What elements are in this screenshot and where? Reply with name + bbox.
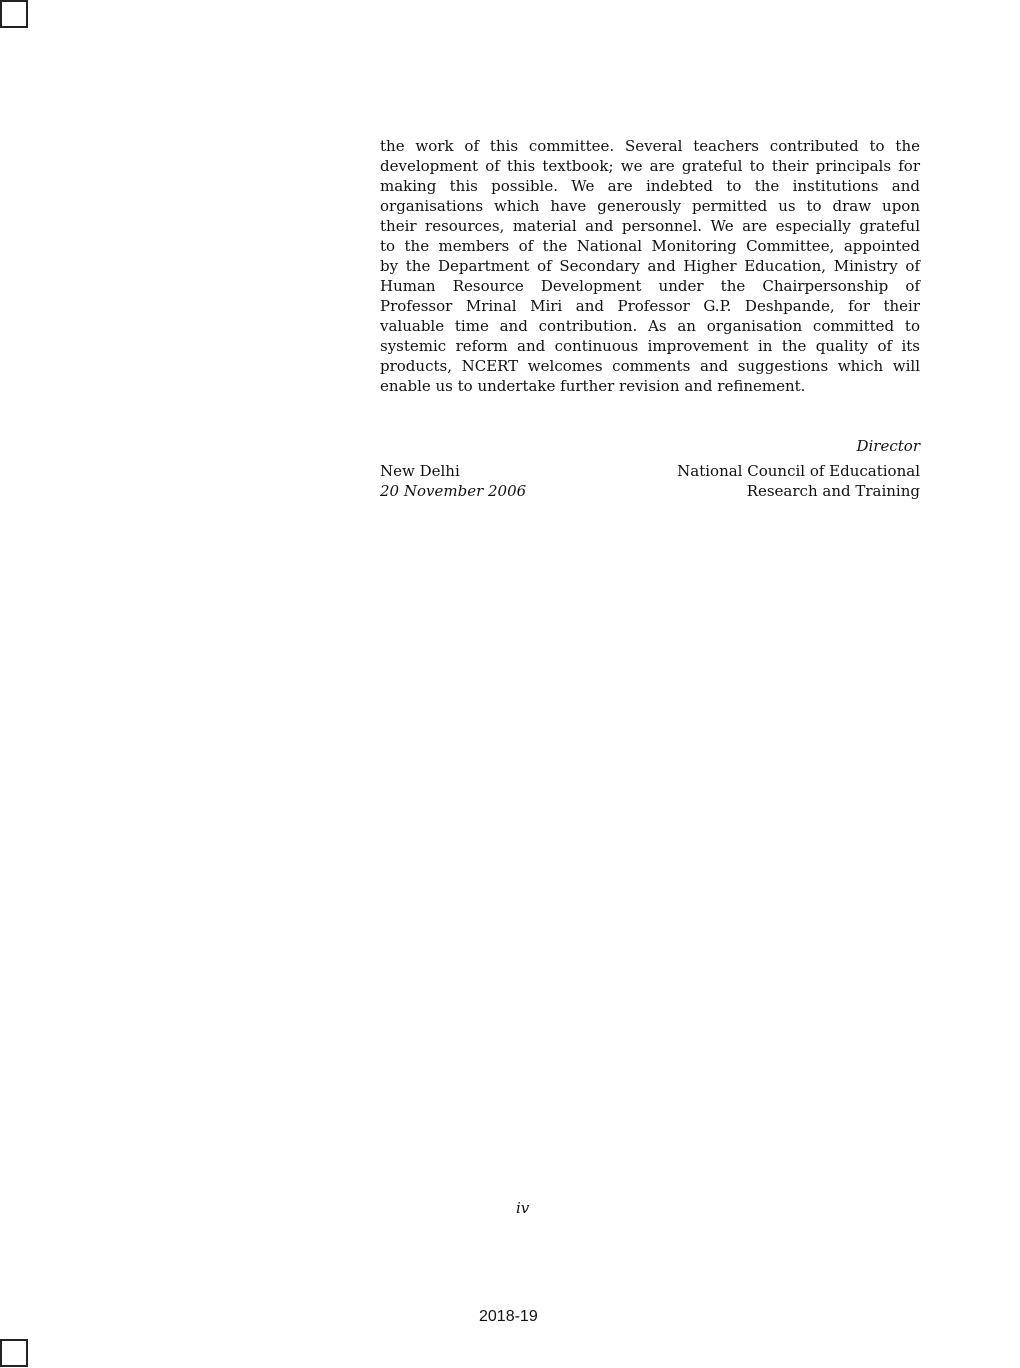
paragraph-line: development of this textbook; we are grateful to their principals for: [380, 157, 920, 175]
paragraph-line: products, NCERT welcomes comments and suggestions which will: [380, 357, 920, 375]
paragraph-line: Human Resource Development under the Chairpersonship of: [380, 277, 920, 295]
paragraph-line: organisations which have generously permitted us to draw upon: [380, 197, 920, 215]
paragraph-line: Professor Mrinal Miri and Professor G.P. Deshpande, for their: [380, 297, 920, 315]
paragraph-line: by the Department of Secondary and Higher Education, Ministry of: [380, 257, 920, 275]
paragraph-line: making this possible. We are indebted to the institutions and: [380, 177, 920, 195]
paragraph-line: systemic reform and continuous improvement in the quality of its: [380, 337, 920, 355]
paragraph-line: the work of this committee. Several teachers contributed to the: [380, 137, 920, 155]
page-number: iv: [516, 1199, 530, 1217]
footer-year: 2018-19: [479, 1308, 538, 1325]
paragraph-line: to the members of the National Monitoring Committee, appointed: [380, 237, 920, 255]
signature-org-line1: National Council of Educational: [677, 462, 920, 480]
crop-mark-top: [0, 0, 28, 28]
signature-place: New Delhi: [380, 462, 460, 480]
paragraph-line: their resources, material and personnel. We are especially grateful: [380, 217, 920, 235]
signature-title: Director: [856, 437, 920, 455]
paragraph-line: enable us to undertake further revision and refinement.: [380, 377, 806, 395]
paragraph-line: valuable time and contribution. As an organisation committed to: [380, 317, 920, 335]
signature-date: 20 November 2006: [380, 482, 527, 500]
signature-org-line2: Research and Training: [746, 482, 920, 500]
foreword-paragraph: [380, 136, 920, 396]
crop-mark-bottom: [0, 1339, 28, 1367]
